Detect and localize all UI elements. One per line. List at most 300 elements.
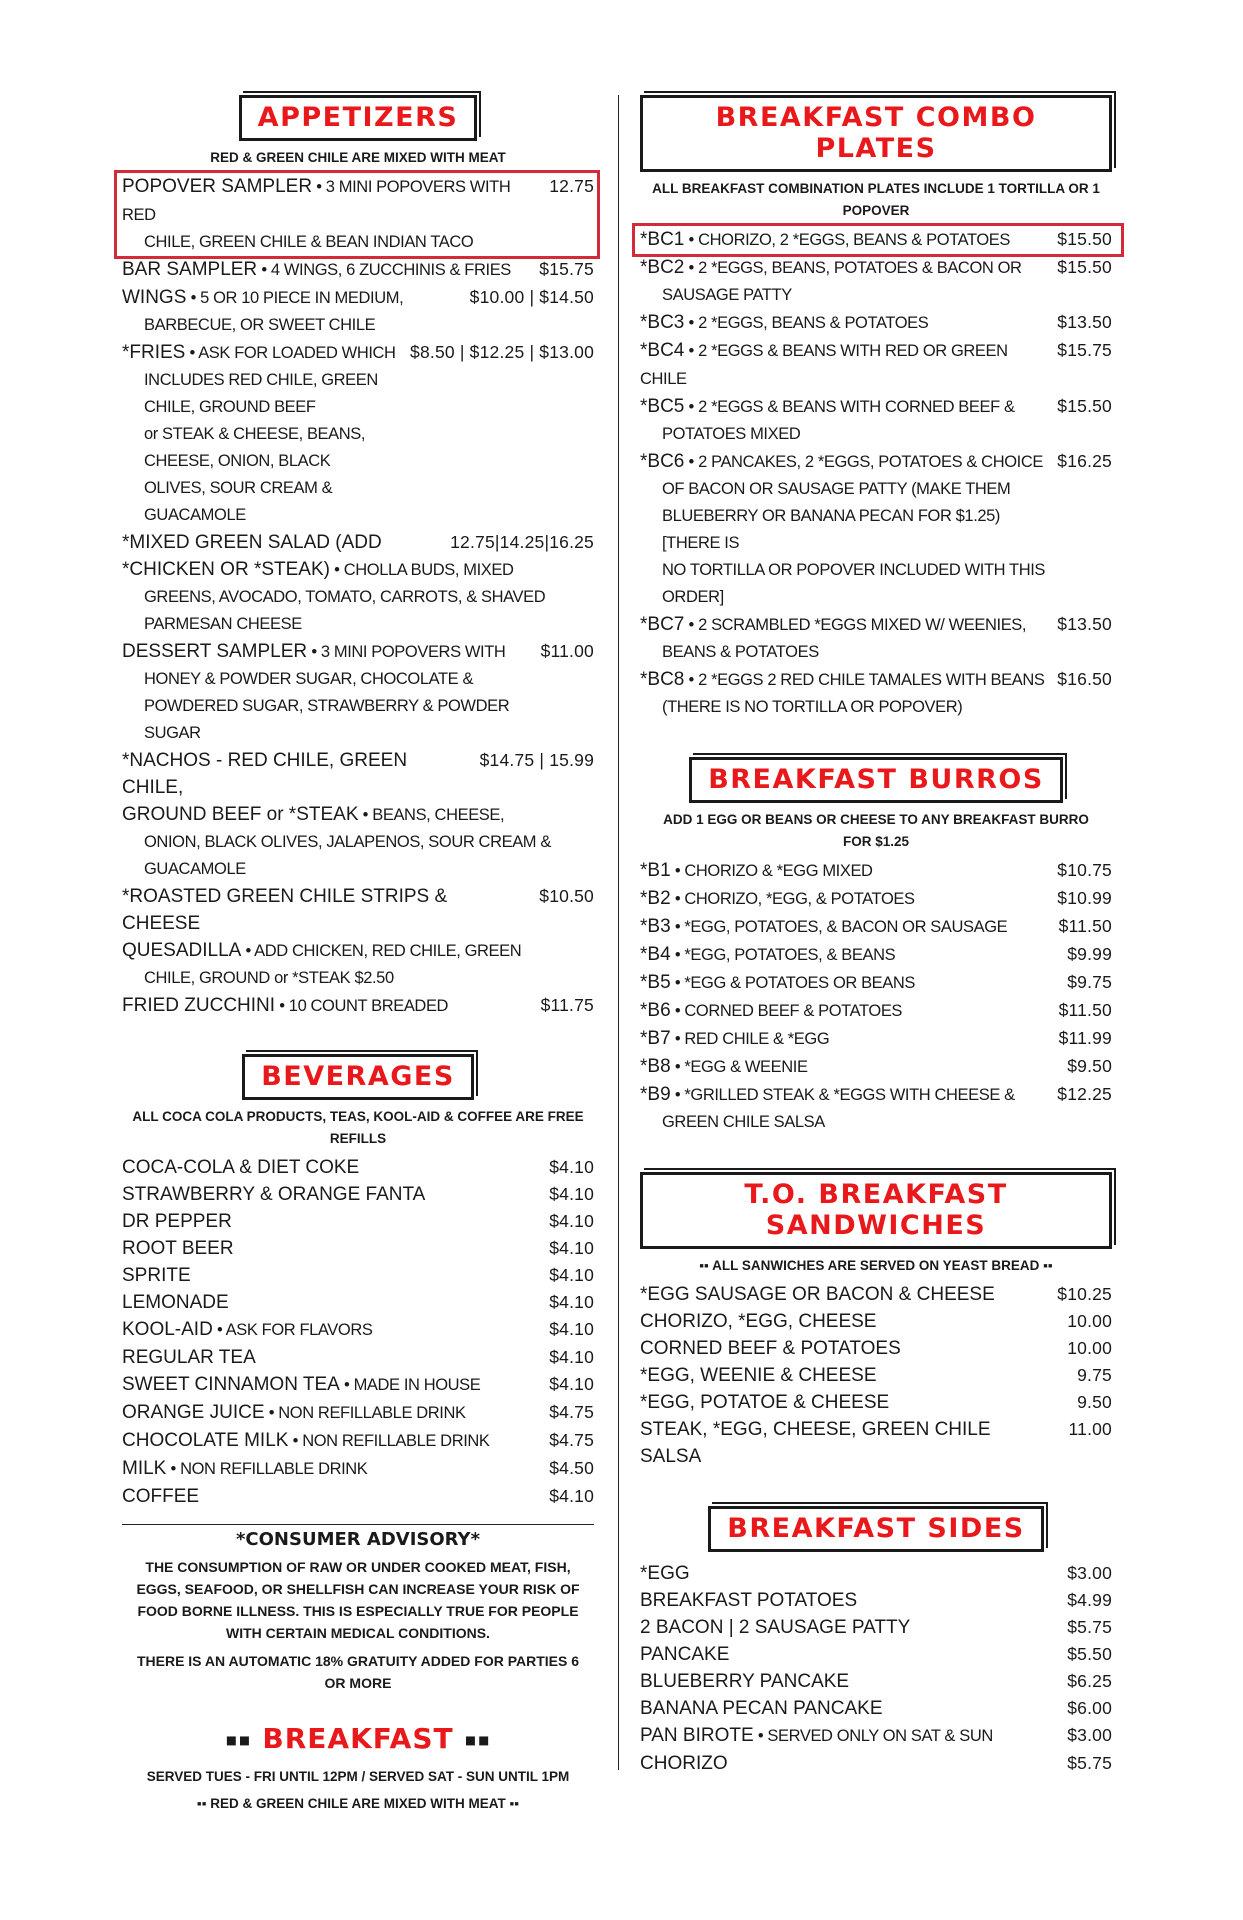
menu-item xyxy=(122,284,594,339)
right-column xyxy=(640,95,1112,1777)
menu-item-text xyxy=(640,1695,1067,1722)
menu-item xyxy=(122,1289,594,1316)
menu-item-price: $13.50 xyxy=(1057,312,1112,332)
menu-item-desc: • 2 *EGGS & BEANS WITH CORNED BEEF & xyxy=(684,398,1015,416)
menu-item-text xyxy=(640,941,1067,969)
appetizers-section xyxy=(122,95,594,1020)
menu-item-price: $3.00 xyxy=(1067,1725,1112,1745)
menu-item-desc-line: GUACAMOLE xyxy=(144,860,246,878)
menu-item xyxy=(122,556,594,638)
menu-item xyxy=(640,1335,1112,1362)
menu-item xyxy=(640,393,1112,448)
menu-item xyxy=(640,1281,1112,1308)
menu-item-text xyxy=(122,339,410,529)
menu-item xyxy=(640,1614,1112,1641)
burros-header: BREAKFAST BURROS xyxy=(689,757,1063,803)
menu-item-desc: • *EGG & POTATOES OR BEANS xyxy=(670,974,916,992)
menu-item-text xyxy=(640,666,1057,721)
menu-item-price: $5.50 xyxy=(1067,1644,1112,1664)
menu-item-text xyxy=(640,1081,1057,1136)
menu-item-text xyxy=(640,1641,1067,1668)
menu-item-text xyxy=(122,556,594,638)
menu-item-price: $11.50 xyxy=(1058,916,1112,936)
menu-item-desc: • 2 SCRAMBLED *EGGS MIXED W/ WEENIES, xyxy=(684,616,1027,634)
sides-list xyxy=(640,1560,1112,1777)
menu-item-name: GROUND BEEF or *STEAK xyxy=(122,804,359,825)
menu-item-desc: • CHORIZO & *EGG MIXED xyxy=(670,862,873,880)
menu-item-text xyxy=(122,1289,549,1316)
menu-item-name: *BC3 xyxy=(640,312,685,333)
menu-item xyxy=(640,611,1112,666)
menu-item-text xyxy=(122,1371,549,1399)
menu-item xyxy=(122,1344,594,1371)
menu-item-name: POPOVER SAMPLER xyxy=(122,176,313,197)
menu-item-price: $16.25 xyxy=(1057,451,1112,471)
menu-item-text xyxy=(640,254,1057,309)
menu-item-text xyxy=(640,337,1057,393)
menu-item xyxy=(122,339,594,529)
menu-item-name: *EGG SAUSAGE OR BACON & CHEESE xyxy=(640,1284,995,1305)
menu-item-text xyxy=(640,1389,1077,1416)
menu-item-desc-line: GREEN CHILE SALSA xyxy=(662,1113,825,1131)
combo-note: ALL BREAKFAST COMBINATION PLATES INCLUDE 1 TORTILLA OR 1 POPOVER xyxy=(652,181,1100,218)
menu-item xyxy=(640,913,1112,941)
menu-item-text xyxy=(640,1560,1067,1587)
menu-item-text xyxy=(122,284,470,339)
menu-item-price: $15.50 xyxy=(1057,257,1112,277)
menu-item-desc: • CHORIZO, 2 *EGGS, BEANS & POTATOES xyxy=(684,231,1010,249)
menu-item xyxy=(640,1668,1112,1695)
menu-item xyxy=(122,937,594,992)
menu-item-price: $4.10 xyxy=(549,1292,594,1312)
menu-item xyxy=(640,969,1112,997)
menu-item-price: $4.10 xyxy=(549,1184,594,1204)
menu-item xyxy=(640,1081,1112,1136)
menu-item-name: CHORIZO xyxy=(640,1753,728,1774)
menu-item-text xyxy=(640,611,1057,666)
menu-item xyxy=(122,1483,594,1510)
menu-item-text xyxy=(122,1455,549,1483)
menu-item xyxy=(122,173,594,256)
menu-item-desc: • 3 MINI POPOVERS WITH RED xyxy=(122,178,511,224)
menu-item-price: $11.50 xyxy=(1058,1000,1112,1020)
menu-item-desc-line: (THERE IS NO TORTILLA OR POPOVER) xyxy=(662,698,963,716)
menu-item xyxy=(122,1316,594,1344)
menu-item-text xyxy=(122,1316,549,1344)
menu-item-desc-line: OLIVES, SOUR CREAM & GUACAMOLE xyxy=(144,479,333,524)
menu-item-name: LEMONADE xyxy=(122,1292,229,1313)
menu-item-price: $4.10 xyxy=(549,1347,594,1367)
sides-section xyxy=(640,1506,1112,1777)
menu-item-text xyxy=(640,1308,1067,1335)
menu-item-text xyxy=(640,1362,1077,1389)
menu-item-price: 11.00 xyxy=(1068,1419,1112,1439)
menu-item-price: $11.99 xyxy=(1058,1028,1112,1048)
menu-item-text xyxy=(122,1154,549,1181)
menu-item-price: $4.99 xyxy=(1067,1590,1112,1610)
menu-item-price: $4.75 xyxy=(549,1430,594,1450)
menu-item-name: STRAWBERRY & ORANGE FANTA xyxy=(122,1184,426,1205)
menu-item-desc-line: OF BACON OR SAUSAGE PATTY (MAKE THEM xyxy=(662,480,1011,498)
menu-item xyxy=(640,1362,1112,1389)
menu-item-name: SPRITE xyxy=(122,1265,191,1286)
menu-item-text xyxy=(640,997,1059,1025)
menu-item-name: *MIXED GREEN SALAD (ADD xyxy=(122,532,382,553)
menu-item-desc-line: CHILE, GREEN CHILE & BEAN INDIAN TACO xyxy=(144,233,474,251)
menu-item-price: $6.25 xyxy=(1067,1671,1112,1691)
menu-item-price: $8.50 | $12.25 | $13.00 xyxy=(410,342,594,362)
menu-item xyxy=(640,1308,1112,1335)
menu-item-text xyxy=(640,1722,1067,1750)
menu-item-text xyxy=(640,885,1057,913)
menu-item-name: *B3 xyxy=(640,916,671,937)
menu-item-name: WINGS xyxy=(122,287,187,308)
menu-item-text xyxy=(122,1344,549,1371)
menu-item-desc-line: ORDER] xyxy=(662,588,724,606)
menu-item xyxy=(640,885,1112,913)
menu-item-name: *B1 xyxy=(640,860,671,881)
menu-item xyxy=(640,1416,1112,1470)
advisory-title: *CONSUMER ADVISORY* xyxy=(236,1529,480,1550)
menu-item-text xyxy=(640,1614,1067,1641)
menu-item-name: *B7 xyxy=(640,1028,671,1049)
menu-item-text xyxy=(122,1235,549,1262)
menu-item-desc: • CORNED BEEF & POTATOES xyxy=(670,1002,903,1020)
menu-item-desc: • 2 *EGGS, BEANS & POTATOES xyxy=(684,314,929,332)
menu-item xyxy=(122,1235,594,1262)
menu-item-text xyxy=(640,1587,1067,1614)
menu-item-name: CHORIZO, *EGG, CHEESE xyxy=(640,1311,877,1332)
menu-item-desc: • 10 COUNT BREADED xyxy=(275,997,449,1015)
menu-item xyxy=(640,1560,1112,1587)
menu-item xyxy=(640,1722,1112,1750)
menu-item xyxy=(640,254,1112,309)
menu-item-name: *ROASTED GREEN CHILE STRIPS & CHEESE xyxy=(122,886,448,934)
menu-item-desc: • *EGG, POTATOES, & BACON OR SAUSAGE xyxy=(670,918,1008,936)
menu-item-text xyxy=(640,309,1057,337)
menu-item-price: $16.50 xyxy=(1057,669,1112,689)
menu-item xyxy=(640,666,1112,721)
beverages-list xyxy=(122,1154,594,1510)
appetizers-note: RED & GREEN CHILE ARE MIXED WITH MEAT xyxy=(210,150,506,165)
menu-item-desc-line: PARMESAN CHEESE xyxy=(144,615,302,633)
menu-item xyxy=(122,801,594,883)
breakfast-dots-left: ▪▪ xyxy=(225,1729,252,1751)
menu-item-desc: • 2 PANCAKES, 2 *EGGS, POTATOES & CHOICE xyxy=(684,453,1043,471)
menu-item-name: *B2 xyxy=(640,888,671,909)
menu-item-desc: • 2 *EGGS 2 RED CHILE TAMALES WITH BEANS xyxy=(684,671,1045,689)
menu-item-desc: • 5 OR 10 PIECE IN MEDIUM, xyxy=(186,289,404,307)
menu-item-text xyxy=(122,1427,549,1455)
menu-item-text xyxy=(122,1208,549,1235)
menu-item-name: *B6 xyxy=(640,1000,671,1021)
menu-item-price: $4.10 xyxy=(549,1374,594,1394)
menu-item-name: *BC6 xyxy=(640,451,685,472)
menu-item-desc: • *EGG, POTATOES, & BEANS xyxy=(670,946,896,964)
sides-header: BREAKFAST SIDES xyxy=(708,1506,1043,1552)
menu-item-desc-line: SAUSAGE PATTY xyxy=(662,286,792,304)
menu-item-name: *EGG xyxy=(640,1563,690,1584)
menu-item-price: $10.99 xyxy=(1057,888,1112,908)
menu-item xyxy=(640,309,1112,337)
menu-item-price: $9.99 xyxy=(1067,944,1112,964)
menu-item-desc: • 4 WINGS, 6 ZUCCHINIS & FRIES xyxy=(257,261,511,279)
menu-item xyxy=(122,256,594,284)
menu-item-text xyxy=(122,1483,549,1510)
burros-section xyxy=(640,757,1112,1136)
menu-item xyxy=(640,997,1112,1025)
burros-note: ADD 1 EGG OR BEANS OR CHEESE TO ANY BREAKFAST BURRO FOR $1.25 xyxy=(663,812,1089,849)
menu-item-text xyxy=(640,448,1057,611)
menu-item xyxy=(640,448,1112,611)
menu-item-name: REGULAR TEA xyxy=(122,1347,256,1368)
sandwiches-note: ▪▪ ALL SANWICHES ARE SERVED ON YEAST BREAD ▪▪ xyxy=(699,1258,1053,1273)
menu-item-price: $11.00 xyxy=(540,641,594,661)
breakfast-dots-right: ▪▪ xyxy=(464,1729,491,1751)
menu-item-desc: • NON REFILLABLE DRINK xyxy=(264,1404,466,1422)
burros-list xyxy=(640,857,1112,1136)
menu-item-name: DR PEPPER xyxy=(122,1211,232,1232)
menu-item-name: BAR SAMPLER xyxy=(122,259,258,280)
menu-item-price: 12.75|14.25|16.25 xyxy=(450,532,594,552)
menu-item-text xyxy=(640,1281,1057,1308)
menu-item xyxy=(640,1025,1112,1053)
menu-item-price: $3.00 xyxy=(1067,1563,1112,1583)
menu-item xyxy=(640,226,1112,254)
beverages-note: ALL COCA COLA PRODUCTS, TEAS, KOOL-AID & COFFEE ARE FREE REFILLS xyxy=(132,1109,584,1146)
menu-item-name: *B4 xyxy=(640,944,671,965)
appetizers-list xyxy=(122,173,594,1020)
sandwiches-section xyxy=(640,1172,1112,1470)
menu-item xyxy=(640,1750,1112,1777)
menu-item-name: *BC2 xyxy=(640,257,685,278)
menu-item-name: BREAKFAST POTATOES xyxy=(640,1590,858,1611)
menu-item-desc: • *EGG & WEENIE xyxy=(670,1058,808,1076)
menu-item-desc: • 3 MINI POPOVERS WITH xyxy=(307,643,506,661)
menu-item-name: *EGG, WEENIE & CHEESE xyxy=(640,1365,877,1386)
menu-item-price: $4.10 xyxy=(549,1238,594,1258)
menu-item-desc: • NON REFILLABLE DRINK xyxy=(166,1460,368,1478)
sandwiches-header: T.O. BREAKFAST SANDWICHES xyxy=(640,1172,1112,1249)
menu-item-text xyxy=(122,747,480,801)
menu-item xyxy=(122,1181,594,1208)
menu-item-price: $10.75 xyxy=(1057,860,1112,880)
beverages-header: BEVERAGES xyxy=(242,1054,474,1100)
menu-item-name: COCA-COLA & DIET COKE xyxy=(122,1157,360,1178)
menu-item-name: KOOL-AID xyxy=(122,1319,213,1340)
menu-item-desc: • CHORIZO, *EGG, & POTATOES xyxy=(670,890,915,908)
menu-item-name: FRIED ZUCCHINI xyxy=(122,995,276,1016)
menu-item-price: $14.75 | 15.99 xyxy=(479,750,594,770)
menu-item-name: DESSERT SAMPLER xyxy=(122,641,308,662)
menu-item-price: 10.00 xyxy=(1067,1338,1112,1358)
breakfast-hours: SERVED TUES - FRI UNTIL 12PM / SERVED SAT - SUN UNTIL 1PM xyxy=(146,1769,570,1784)
column-divider xyxy=(618,95,619,1770)
menu-item-price: $4.10 xyxy=(549,1265,594,1285)
menu-item-name: SWEET CINNAMON TEA xyxy=(122,1374,340,1395)
menu-item-desc-line: POWDERED SUGAR, STRAWBERRY & POWDER SUGAR xyxy=(144,697,510,742)
menu-item-name: QUESADILLA xyxy=(122,940,242,961)
menu-item-name: *BC5 xyxy=(640,396,685,417)
menu-item-price: $4.10 xyxy=(549,1486,594,1506)
menu-item-text xyxy=(640,969,1067,997)
menu-item-text xyxy=(122,801,594,883)
menu-item-desc: • ASK FOR FLAVORS xyxy=(212,1321,373,1339)
menu-item-desc-line: NO TORTILLA OR POPOVER INCLUDED WITH THIS xyxy=(662,561,1046,579)
menu-item-text xyxy=(640,1668,1067,1695)
menu-item-desc-line: or STEAK & CHEESE, BEANS, CHEESE, ONION, BLACK xyxy=(144,425,366,470)
breakfast-title: BREAKFAST xyxy=(262,1722,454,1755)
menu-item xyxy=(640,1587,1112,1614)
menu-item-price: $9.75 xyxy=(1067,972,1112,992)
menu-item-name: BLUEBERRY PANCAKE xyxy=(640,1671,850,1692)
menu-item-desc: • MADE IN HOUSE xyxy=(339,1376,481,1394)
beverages-section xyxy=(122,1054,594,1510)
menu-item-name: *BC8 xyxy=(640,669,685,690)
menu-item-price: $11.75 xyxy=(540,995,594,1015)
menu-item-name: MILK xyxy=(122,1458,167,1479)
menu-item-text xyxy=(122,1181,549,1208)
combo-list xyxy=(640,226,1112,721)
menu-item xyxy=(122,1371,594,1399)
menu-item-text xyxy=(122,937,594,992)
menu-item xyxy=(122,883,594,937)
menu-item-name: *BC4 xyxy=(640,340,685,361)
menu-item-price: $5.75 xyxy=(1067,1617,1112,1637)
menu-item-price: $5.75 xyxy=(1067,1753,1112,1773)
advisory-rule xyxy=(122,1524,594,1525)
menu-item-text xyxy=(122,1262,549,1289)
menu-item-desc: • 2 *EGGS, BEANS, POTATOES & BACON OR xyxy=(684,259,1022,277)
menu-item-name: *B8 xyxy=(640,1056,671,1077)
menu-item-price: 9.50 xyxy=(1077,1392,1112,1412)
menu-item-text xyxy=(640,226,1057,254)
menu-item-desc: • CHOLLA BUDS, MIXED xyxy=(329,561,514,579)
menu-item xyxy=(640,941,1112,969)
menu-item-name: *B9 xyxy=(640,1084,671,1105)
menu-item-name: ROOT BEER xyxy=(122,1238,234,1259)
menu-item-name: *BC7 xyxy=(640,614,685,635)
menu-item-desc-line: HONEY & POWDER SUGAR, CHOCOLATE & xyxy=(144,670,474,688)
menu-item-desc-line: BEANS & POTATOES xyxy=(662,643,819,661)
menu-item xyxy=(122,1208,594,1235)
menu-item-text xyxy=(640,857,1057,885)
menu-item-name: *B5 xyxy=(640,972,671,993)
menu-item-text xyxy=(640,393,1057,448)
menu-item-price: $9.50 xyxy=(1067,1056,1112,1076)
breakfast-heading xyxy=(122,1722,594,1755)
menu-item-price: 10.00 xyxy=(1067,1311,1112,1331)
menu-item-desc: • 2 *EGGS & BEANS WITH RED OR GREEN CHILE xyxy=(640,342,1008,388)
menu-item-price: $4.50 xyxy=(549,1458,594,1478)
menu-item-price: $10.25 xyxy=(1057,1284,1112,1304)
menu-item-desc: • BEANS, CHEESE, xyxy=(358,806,505,824)
menu-item-name: PANCAKE xyxy=(640,1644,730,1665)
menu-item-text xyxy=(640,1025,1059,1053)
menu-item-text xyxy=(122,638,541,747)
menu-item-name: *FRIES xyxy=(122,342,186,363)
menu-item-price: $6.00 xyxy=(1067,1698,1112,1718)
menu-item-text xyxy=(122,883,539,937)
menu-item xyxy=(122,1262,594,1289)
combo-section xyxy=(640,95,1112,721)
menu-item-text xyxy=(640,1416,1069,1470)
menu-item-text xyxy=(640,1750,1067,1777)
menu-item-desc: • ADD CHICKEN, RED CHILE, GREEN xyxy=(241,942,522,960)
menu-item-text xyxy=(122,173,549,256)
menu-item-name: PAN BIROTE xyxy=(640,1725,754,1746)
menu-item-desc-line: BLUEBERRY OR BANANA PECAN FOR $1.25) [THERE IS xyxy=(662,507,1001,552)
menu-item-desc: • *GRILLED STEAK & *EGGS WITH CHEESE & xyxy=(670,1086,1015,1104)
menu-item-name: CHOCOLATE MILK xyxy=(122,1430,289,1451)
menu-item-name: *BC1 xyxy=(640,229,685,250)
menu-item xyxy=(122,992,594,1020)
menu-item-desc-line: BARBECUE, OR SWEET CHILE xyxy=(144,316,376,334)
menu-item xyxy=(122,1427,594,1455)
menu-item-price: 9.75 xyxy=(1077,1365,1112,1385)
menu-item-name: 2 BACON | 2 SAUSAGE PATTY xyxy=(640,1617,911,1638)
advisory-text: THE CONSUMPTION OF RAW OR UNDER COOKED MEAT, FISH, EGGS, SEAFOOD, OR SHELLFISH CAN INCREASE YOUR RISK OF FOOD BORNE ILLNESS. THIS IS ESPECIALLY TRUE FOR PEOPLE WITH CERTAIN MEDICAL CONDITIONS. xyxy=(136,1559,580,1641)
menu-item-desc: • RED CHILE & *EGG xyxy=(670,1030,830,1048)
menu-item-price: $13.50 xyxy=(1057,614,1112,634)
menu-item-price: $15.50 xyxy=(1057,229,1112,249)
menu-item-price: $10.00 | $14.50 xyxy=(469,287,594,307)
menu-item xyxy=(122,747,594,801)
menu-item-price: 12.75 xyxy=(549,176,594,196)
menu-item-price: $15.75 xyxy=(1057,340,1112,360)
menu-item xyxy=(122,638,594,747)
menu-item xyxy=(122,529,594,556)
menu-item-price: $12.25 xyxy=(1057,1084,1112,1104)
menu-item-desc: • SERVED ONLY ON SAT & SUN xyxy=(753,1727,993,1745)
menu-item xyxy=(640,1389,1112,1416)
menu-item-desc-line: CHILE, GROUND or *STEAK $2.50 xyxy=(144,969,394,987)
menu-item-name: STEAK, *EGG, CHEESE, GREEN CHILE SALSA xyxy=(640,1419,991,1467)
menu-item xyxy=(640,857,1112,885)
gratuity-text: THERE IS AN AUTOMATIC 18% GRATUITY ADDED FOR PARTIES 6 OR MORE xyxy=(136,1653,580,1691)
menu-item-name: *EGG, POTATOE & CHEESE xyxy=(640,1392,890,1413)
menu-item-name: ORANGE JUICE xyxy=(122,1402,265,1423)
menu-item-name: *CHICKEN OR *STEAK) xyxy=(122,559,330,580)
menu-item-price: $4.10 xyxy=(549,1157,594,1177)
menu-item-text xyxy=(640,1335,1067,1362)
menu-item-name: CORNED BEEF & POTATOES xyxy=(640,1338,901,1359)
menu-item xyxy=(640,1641,1112,1668)
menu-item-price: $15.50 xyxy=(1057,396,1112,416)
breakfast-chile-note: ▪▪ RED & GREEN CHILE ARE MIXED WITH MEAT ▪▪ xyxy=(196,1796,520,1811)
menu-item-price: $4.75 xyxy=(549,1402,594,1422)
menu-item xyxy=(122,1154,594,1181)
menu-item xyxy=(122,1399,594,1427)
menu-item-text xyxy=(122,1399,549,1427)
menu-item xyxy=(640,1695,1112,1722)
appetizers-header: APPETIZERS xyxy=(239,95,478,141)
menu-item-name: *NACHOS - RED CHILE, GREEN CHILE, xyxy=(122,750,408,798)
menu-item-name: BANANA PECAN PANCAKE xyxy=(640,1698,883,1719)
menu-item-desc: • ASK FOR LOADED WHICH xyxy=(185,344,396,362)
combo-header: BREAKFAST COMBO PLATES xyxy=(640,95,1112,172)
menu-item-text xyxy=(122,529,450,556)
menu-item-text xyxy=(640,913,1059,941)
menu-item-price: $10.50 xyxy=(539,886,594,906)
menu-item-desc: • NON REFILLABLE DRINK xyxy=(288,1432,490,1450)
menu-item-price: $15.75 xyxy=(539,259,594,279)
menu-item-name: COFFEE xyxy=(122,1486,200,1507)
menu-item xyxy=(122,1455,594,1483)
menu-item-price: $4.10 xyxy=(549,1211,594,1231)
menu-item xyxy=(640,1053,1112,1081)
menu-item-desc-line: INCLUDES RED CHILE, GREEN CHILE, GROUND BEEF xyxy=(144,371,378,416)
